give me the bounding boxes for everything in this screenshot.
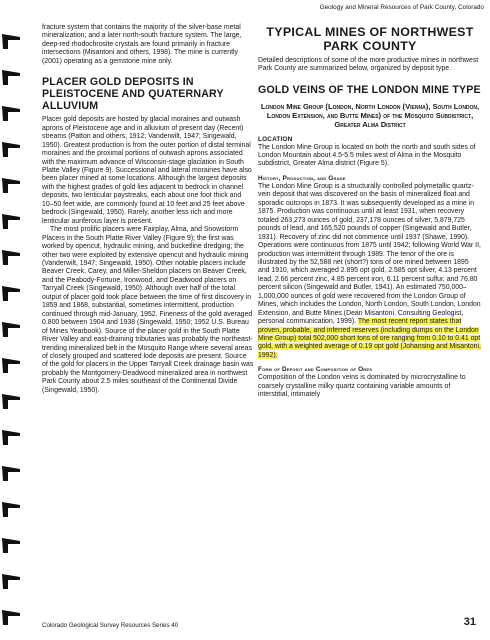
page-number: 31 [463,616,476,628]
left-column [42,24,254,395]
section-heading-placer: PLACER GOLD DEPOSITS IN PLEISTOCENE AND QUATERNARY ALLUVIUM [42,76,224,113]
placer-paragraph-1: Placer gold deposits are hosted by glacial moraines and outwash aprons of Pleistocene age and in alluvium of present day (Recent) streams (Patton and others, 1912; Vanderwilt, 1947; Singewald, 1950). Greatest production is from the outer portion of distal terminal moraines and the proximal portions of outwash aprons associated with the maximum advance of Wisconsin-stage glaciation in South Platte Valley (Figure 9). Successional and lateral moraines have also been placer mined at some locations. Although the largest deposits with the highest grades of gold lies adjacent to bedrock in channel deposits, two lenticular paystreaks, each about one foot thick and 10–50 feet wide, are commonly found at 10 feet and 25 feet above bedrock (Singewald, 1950). Rarely, another less rich and more lenticular auriferous layer is present. [42,116,252,225]
form-heading: Form of Deposit and Composition of Ores [258,366,373,374]
history-text-body: The London Mine Group is a structurally controlled polymetallic quartz-vein deposit that was discovered on the basis of mineralized float and sporadic outcrops in 1873. It was subsequently developed as a mine in 1875. Production was continuous until at least 1931, when recovery totaled 263,273 ounces of gold, 237,178 ounces of silver, 5,879,725 pounds of lead, and 165,520 pounds of copper (Singewald and Butler, 1931). Recovery of zinc did not commence until 1937 (Shawe, 1990). Operations were continuous from 1875 until 1942; following World War II, production was intermittent through 1989. The tenor of the ore is illustrated by the 52,588 net (short?) tons of ore mined between 1895 and 1910, which averaged 2.895 opt gold, 2.585 opt silver, 4.13 percent lead, 2.66 percent zinc, 4.85 percent iron, 6.11 percent sulfur, and 76.80 percent silicon (Singewald and Butler, 1941). An estimated 750,000–1,000,000 ounces of gold were recovered from the London Group of Mines, which includes the London, North London, South London, London Extension, and Butte Mines (Dean Misantoni, Consulting Geologist, personal communication, 1999). [258,182,481,326]
intro-paragraph: fracture system that contains the majority of the silver-base metal mineralization; and a later north-south fracture system. The large, deep-red rhodochrosite crystals are found primarily in fracture intersections (Misantoni and others, 1998). The mine is currently (2001) operating as a gemstone mine only. [42,24,242,65]
mine-heading: London Mine Group (London, North London (Vienna), South London, London Extension, and Butte Mines) of the Mosquito Subdistrict, Greater Alma District [260,101,480,130]
right-column [258,24,482,400]
binding-marks-icon [0,0,22,640]
footer-series: Colorado Geological Survey Resources Series 40 [42,622,179,629]
form-text: Composition of the London veins is dominated by microcrystalline to coarsely crystalline milky quartz containing variable amounts of interstitial, intimately [258,374,466,399]
history-heading: History, Production, and Grade [258,174,346,182]
spiral-binding [0,0,22,640]
location-heading: LOCATION [258,135,293,143]
running-head: Geology and Mineral Resources of Park County, Colorado [319,4,484,11]
highlighted-reserves-text: The most recent report states that proven, probable, and inferred reserves (including dumps on the London Mine Group) total 502,000 short tons of ore ranging from 0.10 to 0.41 opt gold, with a weighted average of 0.19 opt gold (Johansing and Misantoni, 1992). [258,318,481,359]
main-heading: TYPICAL MINES OF NORTHWEST PARK COUNTY [266,25,474,53]
main-intro: Detailed descriptions of some of the more productive mines in northwest Park County are summarized below, organized by deposit type. [258,57,479,73]
placer-paragraph-2: The most prolific placers were Fairplay, Alma, and Snowstorm Placers in the South Platte River Valley (Figure 9); the first was worked by opencut, hydraulic mining, and bucketline dredging; the other two were exploited by extensive opencut and hydraulic mining (Vanderwilt, 1947; Singewald, 1950). Other notable placers include Beaver Creek, Carey, and Miller-Sheldon placers on Beaver Creek, and the Peabody-Fortune, Ironwood, and Deadwood placers on Tarryall Creek (Singewald, 1950). Although over half of the total output of placer gold took place between the time of first discovery in 1859 and 1868, substantial, sometimes intermittent, production continued through mid-January, 1952. Fineness of the gold averaged 0.800 between 1904 and 1938 (Singewald, 1950; 1952 U.S. Bureau of Mines Yearbook). Source of the placer gold in the South Platte River Valley and east-draining tributaries was probably the northeast-trending mineralized belt in the Mosquito Range where several areas of closely grouped and scattered lode deposits are present. Source of the gold for placers in the Upper Tarryall Creek drainage basin was probably the Montgomery-Deadwood mineralized area in northwest Park County about 2.5 miles southeast of the Continental Divide (Singewald, 1950). [42,226,254,394]
section-heading-gold-veins: GOLD VEINS OF THE LONDON MINE TYPE [258,83,481,96]
location-text: The London Mine Group is located on both the north and south sides of London Mountain about 4.5-5.5 miles west of Alma in the Mosquito subdistrict, Greater Alma district (Figure 5). [258,143,476,168]
history-text [258,183,482,361]
